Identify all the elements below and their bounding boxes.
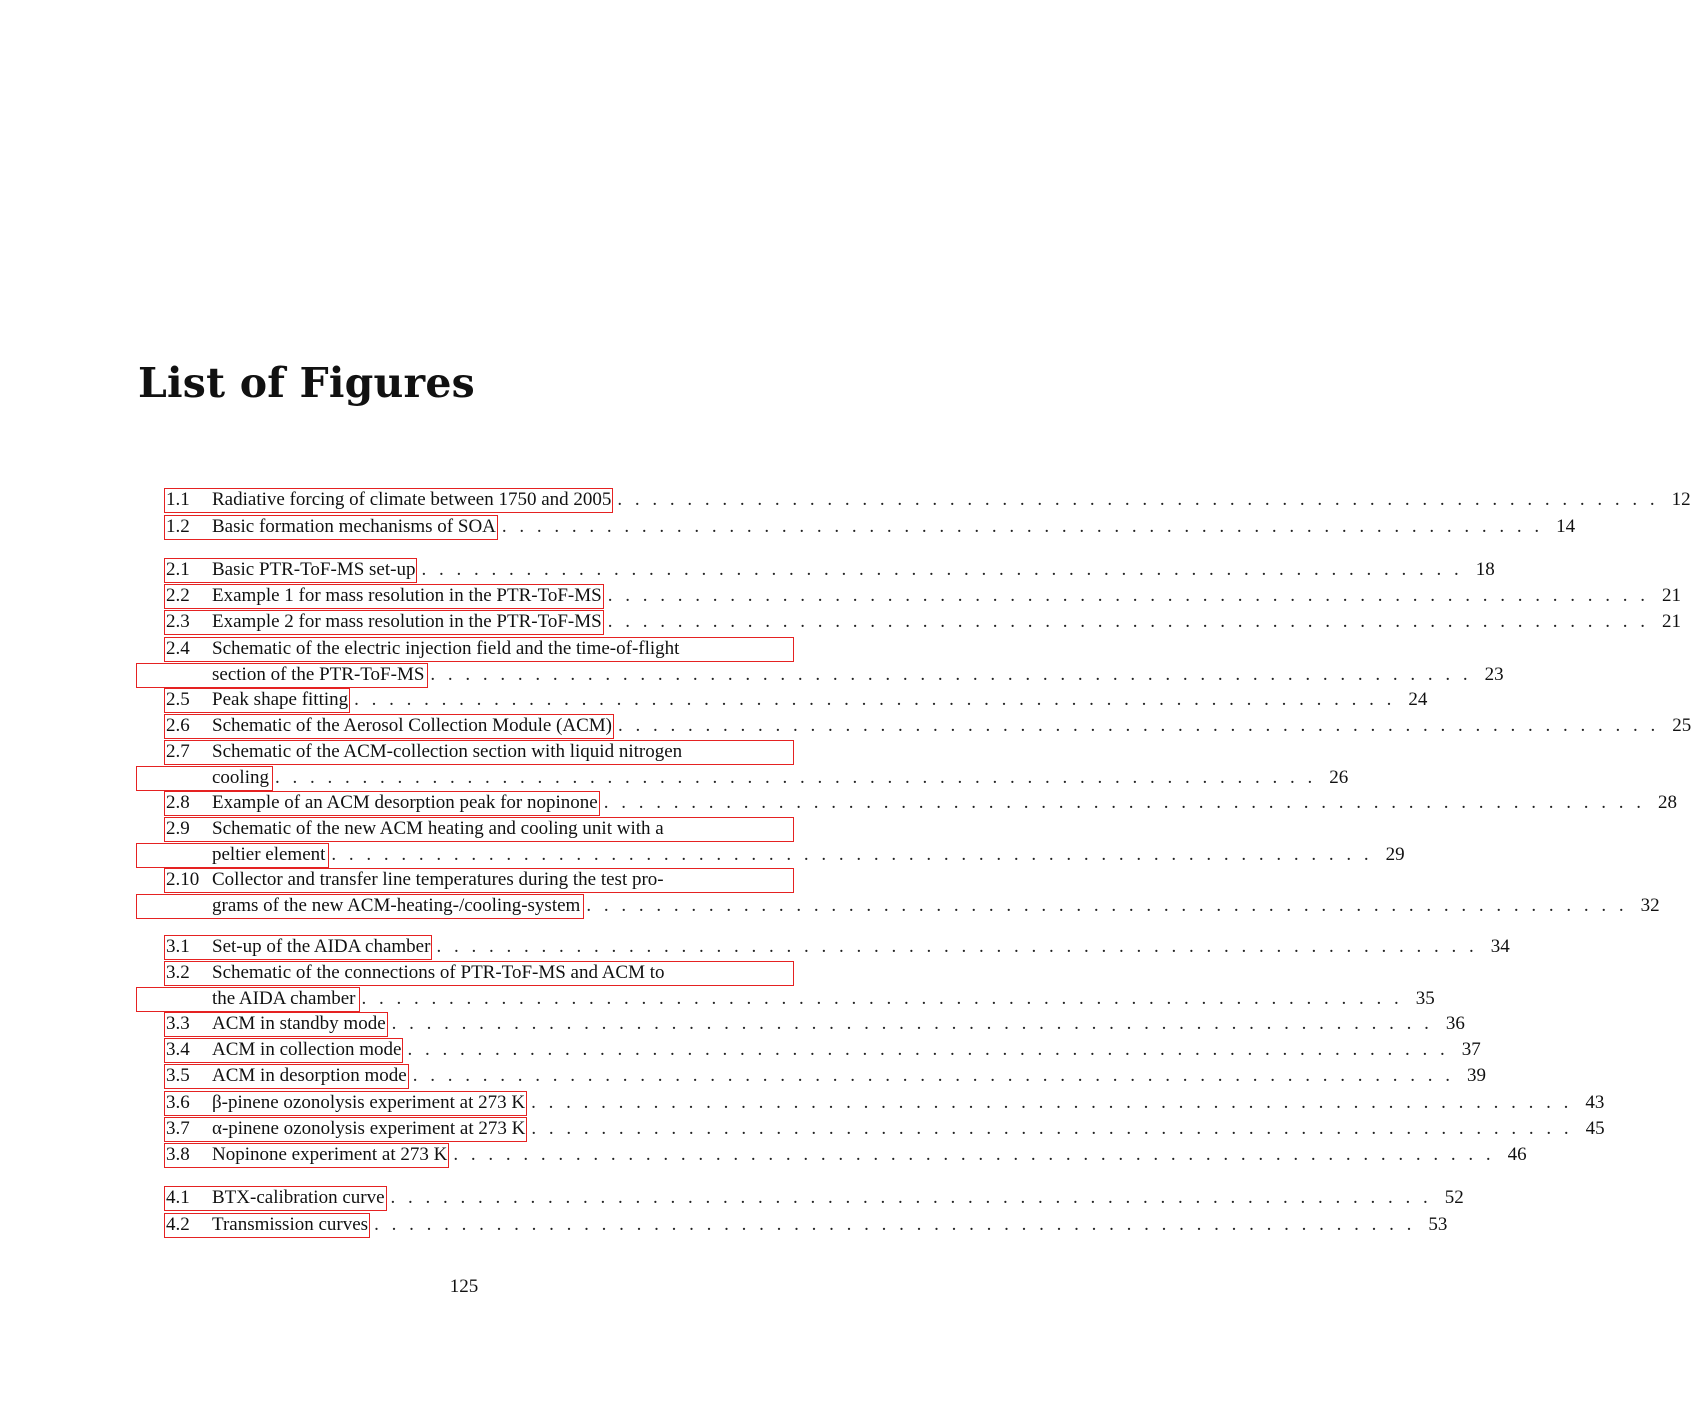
figure-entry-line <box>166 1090 1605 1116</box>
leader-dots: . . . . . . . . . . . . . . . . . . . . . . . . . . . . . . . . . . . . . . . . . . . . . . . . . . . . . . . . . . . . <box>412 1065 1454 1086</box>
leader-dots: . . . . . . . . . . . . . . . . . . . . . . . . . . . . . . . . . . . . . . . . . . . . . . . . . . . . . . . . . . . . <box>607 611 1649 632</box>
figure-number: 2.2 <box>166 585 190 606</box>
figure-entry-line <box>166 842 1405 868</box>
figure-number: 2.8 <box>166 792 190 813</box>
figure-entry-line <box>166 1011 1465 1037</box>
figure-number: 3.8 <box>166 1144 190 1165</box>
leader-dots: . . . . . . . . . . . . . . . . . . . . . . . . . . . . . . . . . . . . . . . . . . . . . . . . . . . . . . . . . . . . <box>453 1144 1495 1165</box>
figure-caption: cooling <box>212 767 269 788</box>
figure-number: 2.4 <box>166 638 190 659</box>
figure-caption: ACM in standby mode <box>212 1013 386 1034</box>
page-reference: 45 <box>1585 1118 1605 1139</box>
figure-number: 2.3 <box>166 611 190 632</box>
figure-entry[interactable] <box>166 1037 1481 1063</box>
figure-caption: Schematic of the ACM-collection section with liquid nitrogen <box>212 741 683 762</box>
figure-entry-line <box>166 1116 1605 1142</box>
figure-entry-line <box>166 765 1349 791</box>
page-reference: 52 <box>1444 1187 1464 1208</box>
figure-entry[interactable] <box>166 583 1681 609</box>
figure-number: 2.10 <box>166 869 200 890</box>
page-reference: 12 <box>1671 489 1691 510</box>
figure-caption: β-pinene ozonolysis experiment at 273 K <box>212 1092 526 1113</box>
figure-number: 2.1 <box>166 559 190 580</box>
figure-entry[interactable] <box>166 1116 1605 1142</box>
figure-caption: section of the PTR-ToF-MS <box>212 664 425 685</box>
figure-entry-line <box>166 1063 1486 1089</box>
leader-dots: . . . . . . . . . . . . . . . . . . . . . . . . . . . . . . . . . . . . . . . . . . . . . . . . . . . . . . . . . . . . <box>501 516 1544 537</box>
page-reference: 32 <box>1640 895 1660 916</box>
page-reference: 24 <box>1408 689 1428 710</box>
figure-caption: Nopinone experiment at 273 K <box>212 1144 448 1165</box>
figure-entry-line <box>166 557 1495 583</box>
figure-number: 4.1 <box>166 1187 190 1208</box>
page-reference: 34 <box>1490 936 1510 957</box>
figure-caption: Example of an ACM desorption peak for nopinone <box>212 792 598 813</box>
page-reference: 35 <box>1415 988 1435 1009</box>
page-title: List of Figures <box>138 359 475 407</box>
leader-dots: . . . . . . . . . . . . . . . . . . . . . . . . . . . . . . . . . . . . . . . . . . . . . . . . . . . . . . . . . . . . <box>586 895 1628 916</box>
figure-caption: Radiative forcing of climate between 1750 and 2005 <box>212 489 612 510</box>
figure-entry[interactable] <box>166 960 1435 1012</box>
figure-caption: ACM in desorption mode <box>212 1065 407 1086</box>
figure-number: 1.1 <box>166 489 190 510</box>
figure-caption: Transmission curves <box>212 1214 369 1235</box>
figure-number: 3.1 <box>166 936 190 957</box>
leader-dots: . . . . . . . . . . . . . . . . . . . . . . . . . . . . . . . . . . . . . . . . . . . . . . . . . . . . . . . . . . . . <box>407 1039 1449 1060</box>
leader-dots: . . . . . . . . . . . . . . . . . . . . . . . . . . . . . . . . . . . . . . . . . . . . . . . . . . . . . . . . . . . . <box>374 1214 1416 1235</box>
figure-number: 2.6 <box>166 715 190 736</box>
leader-dots: . . . . . . . . . . . . . . . . . . . . . . . . . . . . . . . . . . . . . . . . . . . . . . . . . . . . . . . . . . . . <box>361 988 1403 1009</box>
figure-caption: Schematic of the connections of PTR-ToF-MS and ACM to <box>212 962 665 983</box>
figure-caption: Schematic of the Aerosol Collection Module (ACM) <box>212 715 612 736</box>
figure-caption: Peak shape fitting <box>212 689 349 710</box>
figure-caption: Basic formation mechanisms of SOA <box>212 516 496 537</box>
leader-dots: . . . . . . . . . . . . . . . . . . . . . . . . . . . . . . . . . . . . . . . . . . . . . . . . . . . . . . . . . . . . <box>354 689 1396 710</box>
figure-caption: α-pinene ozonolysis experiment at 273 K <box>212 1118 526 1139</box>
figure-caption: BTX-calibration curve <box>212 1187 385 1208</box>
leader-dots: . . . . . . . . . . . . . . . . . . . . . . . . . . . . . . . . . . . . . . . . . . . . . . . . . . . . . . . . . . . . <box>275 767 1317 788</box>
figure-entry-line <box>166 790 1677 816</box>
figure-entry-line <box>166 867 792 893</box>
page-reference: 53 <box>1428 1214 1448 1235</box>
figure-entry[interactable] <box>166 557 1495 583</box>
figure-number: 2.7 <box>166 741 190 762</box>
leader-dots: . . . . . . . . . . . . . . . . . . . . . . . . . . . . . . . . . . . . . . . . . . . . . . . . . . . . . . . . . . . . <box>531 1092 1573 1113</box>
figure-caption: Schematic of the electric injection field and the time-of-flight <box>212 638 680 659</box>
figure-entry[interactable] <box>166 609 1681 635</box>
page-reference: 18 <box>1475 559 1495 580</box>
leader-dots: . . . . . . . . . . . . . . . . . . . . . . . . . . . . . . . . . . . . . . . . . . . . . . . . . . . . . . . . . . . . <box>391 1013 1433 1034</box>
figure-entry-line <box>166 893 1660 919</box>
figure-caption: the AIDA chamber <box>212 988 356 1009</box>
leader-dots: . . . . . . . . . . . . . . . . . . . . . . . . . . . . . . . . . . . . . . . . . . . . . . . . . . . . . . . . . . . . <box>607 585 1649 606</box>
figure-entry-line <box>166 583 1681 609</box>
figure-caption: Basic PTR-ToF-MS set-up <box>212 559 416 580</box>
figure-entry[interactable] <box>166 816 1405 868</box>
page-reference: 39 <box>1467 1065 1486 1086</box>
page-reference: 28 <box>1657 792 1677 813</box>
figure-number: 3.3 <box>166 1013 190 1034</box>
figure-entry-line <box>166 662 1504 688</box>
figure-caption: ACM in collection mode <box>212 1039 402 1060</box>
page-reference: 36 <box>1445 1013 1465 1034</box>
figure-caption: grams of the new ACM-heating-/cooling-system <box>212 895 581 916</box>
figure-entry[interactable] <box>166 934 1510 960</box>
figure-entry-line <box>166 1037 1481 1063</box>
figure-entry-line <box>166 713 1691 739</box>
figure-entry[interactable] <box>166 487 1691 513</box>
figure-entry-line <box>166 636 792 662</box>
figure-entry[interactable] <box>166 713 1691 739</box>
figure-entry-line <box>166 687 1428 713</box>
figure-entry[interactable] <box>166 636 1504 688</box>
figure-entry[interactable] <box>166 790 1677 816</box>
figure-entry-line <box>166 1185 1464 1211</box>
page-reference: 29 <box>1385 844 1405 865</box>
page-number: 125 <box>449 1276 479 1297</box>
figure-entry[interactable] <box>166 1011 1465 1037</box>
leader-dots: . . . . . . . . . . . . . . . . . . . . . . . . . . . . . . . . . . . . . . . . . . . . . . . . . . . . . . . . . . . . <box>436 936 1478 957</box>
figure-entry-line <box>166 960 792 986</box>
page-reference: 46 <box>1507 1144 1527 1165</box>
figure-number: 3.7 <box>166 1118 190 1139</box>
figure-caption: peltier element <box>212 844 326 865</box>
leader-dots: . . . . . . . . . . . . . . . . . . . . . . . . . . . . . . . . . . . . . . . . . . . . . . . . . . . . . . . . . . . . <box>531 1118 1573 1139</box>
figure-entry[interactable] <box>166 1090 1605 1116</box>
leader-dots: . . . . . . . . . . . . . . . . . . . . . . . . . . . . . . . . . . . . . . . . . . . . . . . . . . . . . . . . . . . . <box>331 844 1373 865</box>
figure-caption: Set-up of the AIDA chamber <box>212 936 431 957</box>
page-reference: 21 <box>1661 585 1681 606</box>
figure-number: 1.2 <box>166 516 190 537</box>
figure-entry-line <box>166 1212 1448 1238</box>
page-reference: 25 <box>1672 715 1691 736</box>
page-reference: 14 <box>1556 516 1576 537</box>
figure-entry[interactable] <box>166 1063 1486 1089</box>
leader-dots: . . . . . . . . . . . . . . . . . . . . . . . . . . . . . . . . . . . . . . . . . . . . . . . . . . . . . . . . . . . . <box>617 489 1659 510</box>
page-reference: 21 <box>1661 611 1681 632</box>
figure-entry[interactable] <box>166 1185 1464 1211</box>
figure-number: 2.9 <box>166 818 190 839</box>
figure-caption: Schematic of the new ACM heating and cooling unit with a <box>212 818 664 839</box>
figure-entry-line <box>166 816 792 842</box>
figure-number: 3.2 <box>166 962 190 983</box>
figure-entry[interactable] <box>166 867 1660 919</box>
figure-entry[interactable] <box>166 1212 1448 1238</box>
figure-entry-line <box>166 986 1435 1012</box>
leader-dots: . . . . . . . . . . . . . . . . . . . . . . . . . . . . . . . . . . . . . . . . . . . . . . . . . . . . . . . . . . . . <box>421 559 1463 580</box>
figure-entry[interactable] <box>166 1142 1527 1168</box>
figure-caption: Example 1 for mass resolution in the PTR-ToF-MS <box>212 585 602 606</box>
page-reference: 43 <box>1585 1092 1605 1113</box>
leader-dots: . . . . . . . . . . . . . . . . . . . . . . . . . . . . . . . . . . . . . . . . . . . . . . . . . . . . . . . . . . . . <box>430 664 1472 685</box>
figure-caption: Collector and transfer line temperatures during the test pro- <box>212 869 664 890</box>
figure-caption: Example 2 for mass resolution in the PTR-ToF-MS <box>212 611 602 632</box>
page-reference: 26 <box>1329 767 1349 788</box>
figure-entry-line <box>166 1142 1527 1168</box>
figure-number: 4.2 <box>166 1214 190 1235</box>
leader-dots: . . . . . . . . . . . . . . . . . . . . . . . . . . . . . . . . . . . . . . . . . . . . . . . . . . . . . . . . . . . . <box>390 1187 1432 1208</box>
figure-entry[interactable] <box>166 739 1349 791</box>
figure-entry-line <box>166 609 1681 635</box>
page-reference: 23 <box>1484 664 1504 685</box>
leader-dots: . . . . . . . . . . . . . . . . . . . . . . . . . . . . . . . . . . . . . . . . . . . . . . . . . . . . . . . . . . . . <box>603 792 1645 813</box>
figure-entry-line <box>166 514 1576 540</box>
figure-number: 3.5 <box>166 1065 190 1086</box>
figure-number: 3.6 <box>166 1092 190 1113</box>
figure-entry[interactable] <box>166 687 1428 713</box>
figure-number: 2.5 <box>166 689 190 710</box>
figure-entry-line <box>166 739 792 765</box>
page-reference: 37 <box>1461 1039 1481 1060</box>
figure-entry-line <box>166 934 1510 960</box>
figure-number: 3.4 <box>166 1039 190 1060</box>
figure-entry[interactable] <box>166 514 1576 540</box>
leader-dots: . . . . . . . . . . . . . . . . . . . . . . . . . . . . . . . . . . . . . . . . . . . . . . . . . . . . . . . . . . . . <box>617 715 1660 736</box>
figure-entry-line <box>166 487 1691 513</box>
